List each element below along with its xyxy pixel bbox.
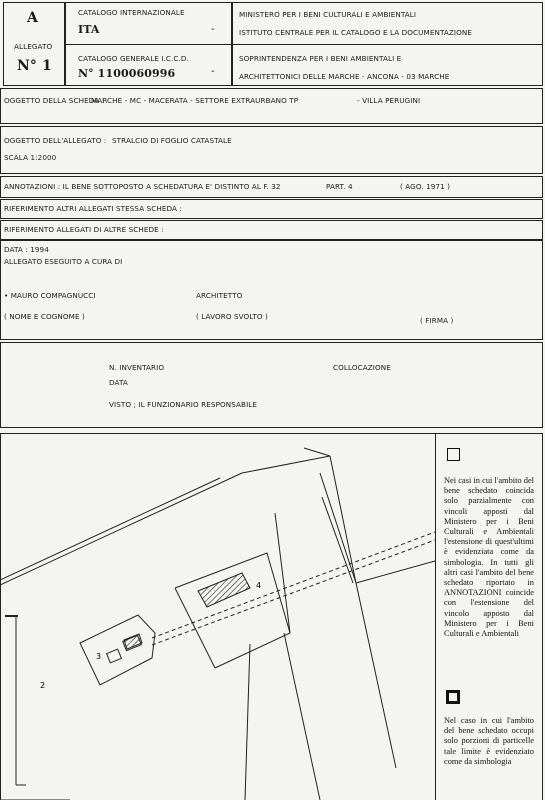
parcel-line xyxy=(320,473,356,583)
author-role: ARCHITETTO xyxy=(196,291,243,300)
data-box xyxy=(0,240,543,340)
cat-gen-label: CATALOGO GENERALE I.C.C.D. xyxy=(78,54,189,63)
firma-caption: ( FIRMA ) xyxy=(420,316,454,325)
building-4 xyxy=(198,573,250,607)
eseguito-line: ALLEGATO ESEGUITO A CURA DI xyxy=(4,257,123,266)
parcel-line xyxy=(0,478,220,580)
parcel-line xyxy=(304,448,330,456)
oggetto-allegato-value: STRALCIO DI FOGLIO CATASTALE xyxy=(112,136,232,145)
catalog-divider xyxy=(65,44,232,45)
cat-gen-value: N° 1100060996 xyxy=(78,67,176,80)
legend-divider xyxy=(435,433,436,800)
oggetto-scheda-box xyxy=(0,88,543,124)
cat-int-label: CATALOGO INTERNAZIONALE xyxy=(78,8,185,17)
role-caption: ( LAVORO SVOLTO ) xyxy=(196,312,268,321)
parcel-line xyxy=(284,633,320,800)
oggetto-allegato-label: OGGETTO DELL'ALLEGATO : xyxy=(4,136,107,145)
ministry-line-2: ISTITUTO CENTRALE PER IL CATALOGO E LA DOCUMENTAZIONE xyxy=(239,28,473,37)
parcel-line xyxy=(275,513,290,633)
parcel-line xyxy=(330,456,356,583)
header-letter: A xyxy=(27,10,38,26)
scala: SCALA 1:2000 xyxy=(4,153,57,162)
oggetto-scheda-label: OGGETTO DELLA SCHEDA : xyxy=(4,96,105,105)
parcel-3 xyxy=(80,615,155,685)
ministry-line-1: MINISTERO PER I BENI CULTURALI E AMBIENTALI xyxy=(239,10,417,19)
road-dashed xyxy=(152,540,435,645)
parcel-label-2: 2 xyxy=(40,681,46,690)
ministry-divider xyxy=(232,44,543,45)
parcel-line xyxy=(356,561,435,583)
legend-symbol-bold xyxy=(446,690,460,704)
visto: VISTO ; IL FUNZIONARIO RESPONSABILE xyxy=(109,400,258,409)
allegato-label: ALLEGATO xyxy=(14,42,53,51)
legend-text-2: Nel caso in cui l'ambito del bene schedato occupi solo porzioni di particelle tale limite è evidenziato come da simbologia xyxy=(444,716,534,766)
oggetto-scheda-value: MARCHE - MC - MACERATA - SETTORE EXTRAURBANO TP xyxy=(91,96,299,105)
parcel-line xyxy=(322,497,353,583)
collocazione: COLLOCAZIONE xyxy=(333,363,391,372)
building-3-hatch xyxy=(124,634,142,649)
parcel-line xyxy=(242,456,330,473)
riferimento-1: RIFERIMENTO ALTRI ALLEGATI STESSA SCHEDA : xyxy=(4,204,182,213)
inv-data: DATA xyxy=(109,378,128,387)
cat-int-value: ITA xyxy=(78,23,100,36)
ministry-line-3: SOPRINTENDENZA PER I BENI AMBIENTALI E xyxy=(239,54,402,63)
cadastral-map xyxy=(0,433,435,800)
inventario-box xyxy=(0,342,543,428)
oggetto-allegato-box xyxy=(0,126,543,174)
ministry-line-4: ARCHITETTONICI DELLE MARCHE - ANCONA - 03 MARCHE xyxy=(239,72,450,81)
annotazioni-date: ( AGO. 1971 ) xyxy=(400,182,451,191)
data-line: DATA : 1994 xyxy=(4,245,49,254)
author-name: • MAURO COMPAGNUCCI xyxy=(4,291,96,300)
allegato-number: N° 1 xyxy=(17,58,52,74)
annotazioni-part: PART. 4 xyxy=(326,182,353,191)
building-3a xyxy=(107,649,122,663)
oggetto-scheda-name: - VILLA PERUGINI xyxy=(357,96,421,105)
name-caption: ( NOME E COGNOME ) xyxy=(4,312,85,321)
dash-1: - xyxy=(211,24,215,35)
riferimento-2: RIFERIMENTO ALLEGATI DI ALTRE SCHEDE : xyxy=(4,225,164,234)
parcel-line xyxy=(356,583,396,768)
parcel-label-3: 3 xyxy=(96,652,102,661)
parcel-line xyxy=(245,644,250,800)
dash-2: - xyxy=(211,66,215,77)
parcel-label-4: 4 xyxy=(256,581,262,590)
road-dashed xyxy=(152,532,435,638)
legend-text-1: Nei casi in cui l'ambito del bene schedato coincida solo parzialmente con vincoli apposti dal Ministero per i Beni Culturali e Ambientali l'estensione di quest'ultimi è evidenziata come da simbologia. In tutti gli altri casi l'ambito del bene schedato riportato in ANNOTAZIONI coincide con l'estensione del vincolo apposto dal Ministero per i Beni Culturali e Ambientali xyxy=(444,476,534,639)
n-inventario: N. INVENTARIO xyxy=(109,363,165,372)
parcel-line xyxy=(215,633,290,668)
parcel-line xyxy=(0,473,242,585)
annotazioni-text: ANNOTAZIONI : IL BENE SOTTOPOSTO A SCHEDATURA E' DISTINTO AL F. 32 xyxy=(4,182,281,191)
legend-symbol-outline xyxy=(447,448,460,461)
